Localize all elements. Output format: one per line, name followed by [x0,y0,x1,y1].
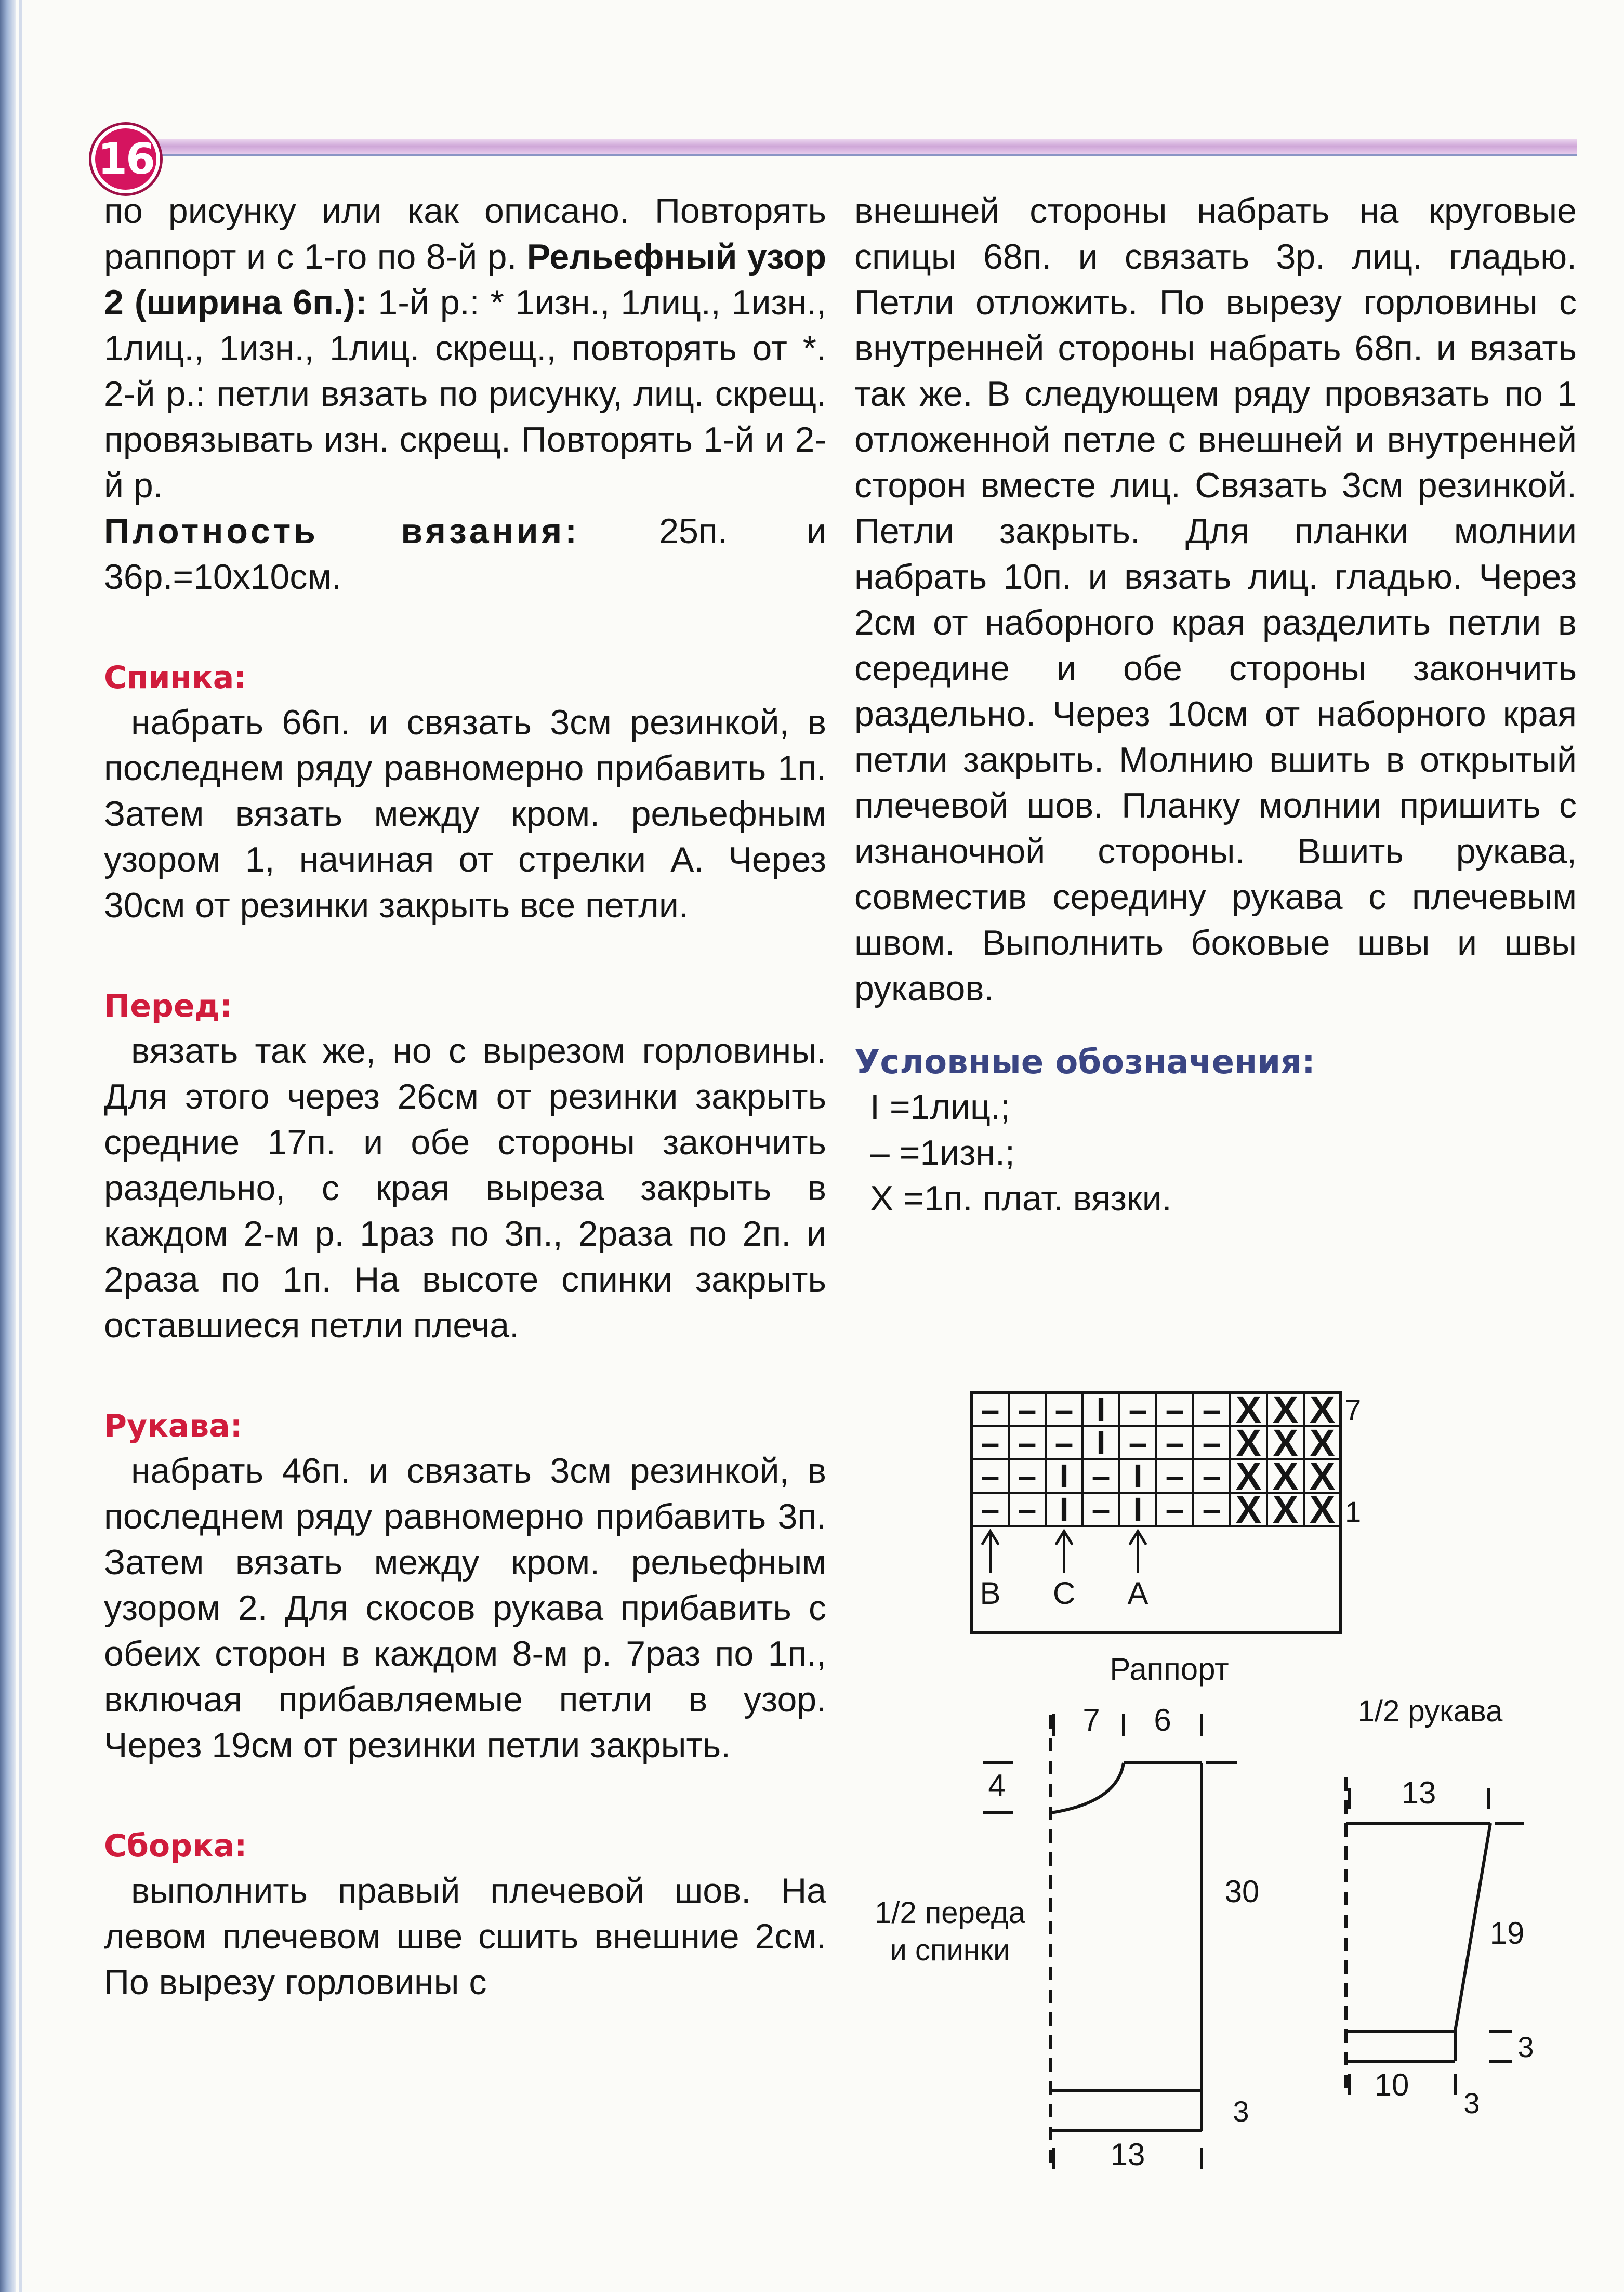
front-back-label: 1/2 переда [875,1896,1025,1930]
legend-knit-text: =1лиц.; [889,1087,1010,1127]
sleeve-dim-height: 19 [1489,1916,1525,1951]
chart-symbol: – [1128,1391,1147,1428]
sleeves-section-title: Рукава: [104,1408,243,1444]
chart-symbol: X [1272,1421,1299,1465]
chart-symbol: – [1165,1424,1184,1461]
sleeve-dim-bottom-rib: 3 [1463,2087,1480,2119]
dim-top-left: 7 [1082,1703,1100,1737]
pattern2-text: 1-й р.: * 1изн., 1лиц., 1изн., 1лиц., 1изн., 1лиц. скрещ., повторять от *. 2-й р.: петли вязать по рисунку, лиц. скрещ. провязывать изн. скрещ. Повторять 1-й и 2-й р. [104,283,826,505]
front-section-title: Перед: [104,988,233,1024]
chart-arrow-label: B [980,1576,1001,1611]
pattern2-heading: Рельефный узор 2 (ширина 6п.): [104,237,826,322]
chart-symbol: – [1091,1457,1111,1495]
chart-symbol: – [1091,1491,1111,1528]
assembly-section-text: выполнить правый плечевой шов. На левом плечевом шве сшить внешние 2см. По вырезу горловины с [104,1871,826,2002]
twisted-symbol-icon: X [870,1179,894,1218]
sleeves-section-text: набрать 46п. и связать 3см резинкой, в последнем ряду равномерно прибавить 3п. Затем вязать между кром. рельефным узором 2. Для скосов рукава прибавить с обеих сторон в каждом 8-м р. 7раз по 1п., включая прибавляемые петли в узор. Через 19см от резинки петли закрыть. [104,1451,826,1765]
back-section-title: Спинка: [104,660,247,696]
chart-symbol: – [981,1457,1000,1495]
chart-symbol: – [1018,1391,1037,1428]
chart-symbol: X [1235,1421,1262,1465]
back-section-text: набрать 66п. и связать 3см резинкой, в последнем ряду равномерно прибавить 1п. Затем вязать между кром. рельефным узором 1, начиная от стрелки А. Через 30см от резинки закрыть все петли. [104,703,826,925]
chart-symbol: – [1165,1491,1184,1528]
dim-top-right: 6 [1154,1703,1171,1737]
knit-symbol-icon: I [870,1087,880,1127]
chart-symbol: X [1309,1388,1336,1431]
page-number-badge: 16 [91,125,160,193]
chart-row-label: 1 [1345,1495,1362,1528]
chart-symbol: I [1096,1391,1106,1428]
chart-symbol: I [1133,1491,1143,1528]
chart-symbol: X [1272,1455,1299,1498]
chart-symbol: X [1309,1455,1336,1498]
chart-symbol: I [1096,1424,1106,1461]
assembly-section-title: Сборка: [104,1828,247,1864]
chart-symbol: – [1054,1391,1074,1428]
chart-symbol: – [981,1391,1000,1428]
front-back-diagram [983,1714,1237,2170]
chart-symbol: – [1018,1424,1037,1461]
dim-height: 30 [1224,1874,1260,1909]
chart-row-label: 7 [1345,1393,1362,1426]
density-label: Плотность вязания: [104,511,580,551]
sleeve-diagram-title: 1/2 рукава [1357,1694,1503,1728]
density-text: 25п. и 36р.=10х10см. [104,511,827,597]
intro-text: по рисунку или как описано. Повторять раппорт и с 1-го по 8-й р. [104,191,826,276]
chart-symbol: – [1128,1424,1147,1461]
legend-purl-text: =1изн.; [899,1133,1015,1173]
chart-symbol: X [1235,1488,1262,1531]
chart-symbol: X [1235,1388,1262,1431]
chart-symbol: – [1054,1424,1074,1461]
chart-arrow-label: A [1127,1576,1148,1611]
chart-caption: Раппорт [1110,1652,1229,1687]
stitch-chart [972,1388,1361,1632]
sleeve-dim-bottom-width: 10 [1374,2067,1409,2102]
chart-symbol: – [1165,1457,1184,1495]
chart-symbol: X [1272,1488,1299,1531]
chart-symbol: – [1202,1391,1221,1428]
sleeve-seam-line [1455,1823,1490,2031]
chart-symbol: X [1309,1421,1336,1465]
legend-twisted-text: =1п. плат. вязки. [903,1179,1172,1218]
chart-symbol: – [1018,1457,1037,1495]
dim-width: 13 [1110,2137,1145,2172]
purl-symbol-icon: – [870,1133,890,1173]
chart-symbol: – [981,1424,1000,1461]
chart-symbol: – [1202,1457,1221,1495]
assembly-continued-text: внешней стороны набрать на круговые спицы 68п. и связать 3р. лиц. гладью. Петли отложить. По вырезу горловины с внутренней стороны набрать 68п. и вязать так же. В следующем ряду провязать по 1 отложенной петле с внешней и внутренней сторон вместе лиц. Связать 3см резинкой. Петли закрыть. Для планки молнии набрать 10п. и вязать лиц. гладью. Через 2см от наборного края разделить петли в середине и обе стороны закончить раздельно. Через 10см от наборного края петли закрыть. Молнию вшить в открытый плечевой шов. Планку молнии пришить с изнаночной стороны. Вшить рукава, совместив середину рукава с плечевым швом. Выполнить боковые швы и швы рукавов. [854,191,1577,1008]
chart-symbol: I [1059,1457,1069,1495]
dim-neck-depth: 4 [988,1768,1006,1803]
chart-symbol: X [1235,1455,1262,1498]
chart-symbol: I [1059,1491,1069,1528]
chart-symbol: – [981,1491,1000,1528]
front-section-text: вязать так же, но с вырезом горловины. Для этого через 26см от резинки закрыть средние 17п. и обе стороны закончить раздельно, с края выреза закрыть в каждом 2-м р. 1раз по 3п., 2раза по 2п. и 2раза по 1п. На высоте спинки закрыть оставшиеся петли плеча. [104,1031,826,1345]
chart-symbol: – [1202,1491,1221,1528]
dim-rib: 3 [1233,2095,1249,2128]
chart-symbol: I [1133,1457,1143,1495]
sleeve-dim-rib: 3 [1517,2031,1534,2063]
neckline-curve [1051,1763,1124,1813]
chart-arrow-label: C [1052,1576,1076,1611]
chart-symbol: – [1165,1391,1184,1428]
chart-symbol: – [1202,1424,1221,1461]
sleeve-dim-top-width: 13 [1401,1775,1436,1810]
chart-symbol: X [1272,1388,1299,1431]
legend-title: Условные обозначения: [854,1043,1315,1082]
front-back-label-2: и спинки [890,1933,1010,1967]
chart-symbol: – [1018,1491,1037,1528]
chart-symbol: X [1309,1488,1336,1531]
